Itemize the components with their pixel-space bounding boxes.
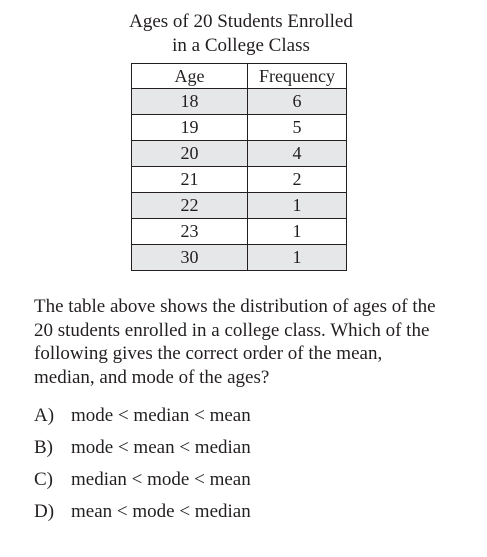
table-header-row bbox=[132, 64, 347, 89]
choice-c[interactable] bbox=[34, 468, 474, 500]
choice-letter: C) bbox=[34, 469, 53, 490]
age-cell: 20 bbox=[132, 141, 248, 167]
choice-text: mean < mode < median bbox=[71, 501, 251, 522]
table-title bbox=[0, 10, 482, 58]
age-cell: 18 bbox=[132, 89, 248, 115]
choice-letter: D) bbox=[34, 501, 55, 522]
answer-choices bbox=[34, 404, 474, 532]
choice-a[interactable] bbox=[34, 404, 474, 436]
table-row bbox=[132, 89, 347, 115]
frequency-cell: 1 bbox=[248, 193, 347, 219]
frequency-cell: 2 bbox=[248, 167, 347, 193]
age-cell: 19 bbox=[132, 115, 248, 141]
frequency-cell: 1 bbox=[248, 245, 347, 271]
age-cell: 21 bbox=[132, 167, 248, 193]
table-row bbox=[132, 193, 347, 219]
table-title-line-1: Ages of 20 Students Enrolled bbox=[129, 11, 353, 32]
table-row bbox=[132, 115, 347, 141]
question-line-2: 20 students enrolled in a college class. Which of the bbox=[34, 319, 430, 341]
choice-text: median < mode < mean bbox=[71, 469, 251, 490]
table-title-line-2: in a College Class bbox=[172, 35, 310, 56]
frequency-cell: 6 bbox=[248, 89, 347, 115]
table-row bbox=[132, 141, 347, 167]
choice-b[interactable] bbox=[34, 436, 474, 468]
frequency-cell: 4 bbox=[248, 141, 347, 167]
table-row bbox=[132, 167, 347, 193]
question-line-1: The table above shows the distribution of ages of the bbox=[34, 296, 436, 317]
header-frequency: Frequency bbox=[248, 64, 347, 89]
choice-d[interactable] bbox=[34, 500, 474, 532]
age-cell: 23 bbox=[132, 219, 248, 245]
question-line-4: median, and mode of the ages? bbox=[34, 366, 270, 388]
frequency-cell: 1 bbox=[248, 219, 347, 245]
age-cell: 30 bbox=[132, 245, 248, 271]
choice-letter: A) bbox=[34, 405, 55, 426]
table-row bbox=[132, 245, 347, 271]
age-cell: 22 bbox=[132, 193, 248, 219]
question-stem bbox=[34, 295, 484, 389]
frequency-table bbox=[131, 63, 347, 271]
frequency-cell: 5 bbox=[248, 115, 347, 141]
header-age: Age bbox=[132, 64, 248, 89]
choice-text: mode < median < mean bbox=[71, 405, 251, 426]
table-row bbox=[132, 219, 347, 245]
choice-letter: B) bbox=[34, 437, 53, 458]
question-line-3: following gives the correct order of the mean, bbox=[34, 343, 383, 364]
choice-text: mode < mean < median bbox=[71, 437, 251, 458]
